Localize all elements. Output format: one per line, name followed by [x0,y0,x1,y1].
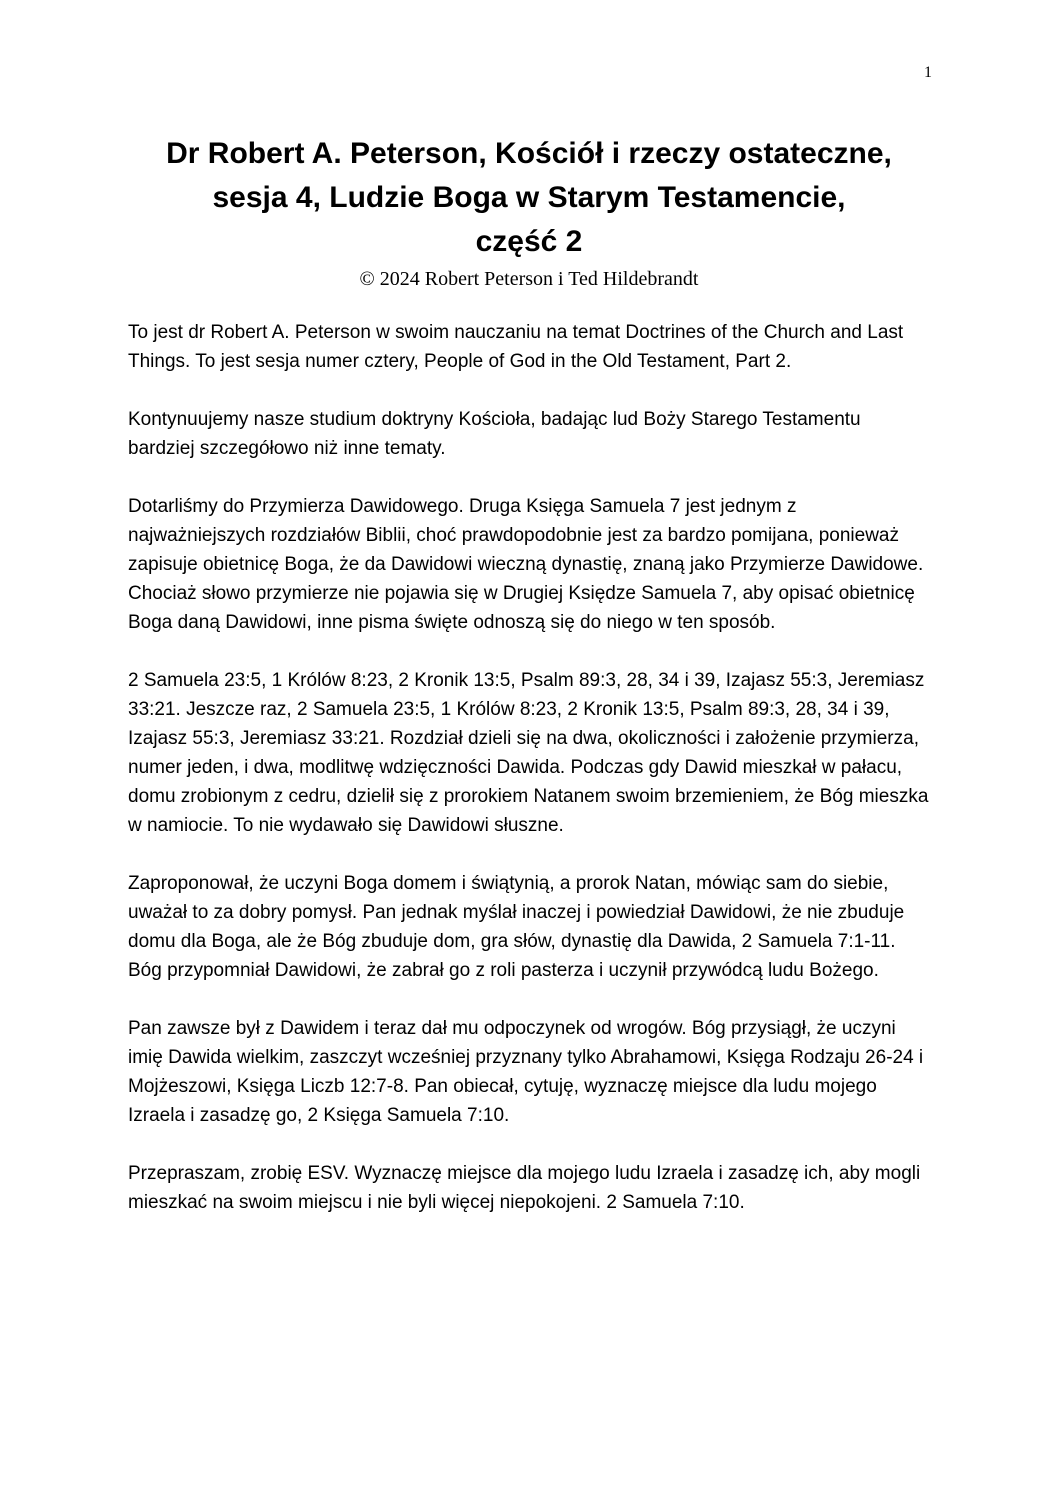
paragraph: Zaproponował, że uczyni Boga domem i świątynią, a prorok Natan, mówiąc sam do siebie, uważał to za dobry pomysł. Pan jednak myślał inaczej i powiedział Dawidowi, że nie zbuduje domu dla Boga, ale że Bóg zbuduje dom, gra słów, dynastię dla Dawida, 2 Samuela 7:1-11. Bóg przypomniał Dawidowi, że zabrał go z roli pasterza i uczynił przywódcą ludu Bożego. [128,873,905,981]
document-header [100,132,958,292]
paragraph: 2 Samuela 23:5, 1 Królów 8:23, 2 Kronik 13:5, Psalm 89:3, 28, 34 i 39, Izajasz 55:3, Jeremiasz 33:21. Jeszcze raz, 2 Samuela 23:5, 1 Królów 8:23, 2 Kronik 13:5, Psalm 89:3, 28, 34 i 39, Izajasz 55:3, Jeremiasz 33:21. Rozdział dzieli się na dwa, okoliczności i założenie przymierza, numer jeden, i dwa, modlitwę wdzięczności Dawida. Podczas gdy Dawid mieszkał w pałacu, domu zrobionym z cedru, dzielił się z prorokiem Natanem swoim brzemieniem, że Bóg mieszka w namiocie. To nie wydawało się Dawidowi słuszne. [128,670,929,836]
document-title-line-3: część 2 [475,225,583,258]
copyright-notice: © 2024 Robert Peterson i Ted Hildebrandt [359,268,699,290]
page-number: 1 [924,64,932,81]
paragraph: Pan zawsze był z Dawidem i teraz dał mu odpoczynek od wrogów. Bóg przysiągł, że uczyni imię Dawida wielkim, zaszczyt wcześniej przyznany tylko Abrahamowi, Księga Rodzaju 26-24 i Mojżeszowi, Księga Liczb 12:7-8. Pan obiecał, cytuję, wyznaczę miejsce dla ludu mojego Izraela i zasadzę go, 2 Księga Samuela 7:10. [128,1018,924,1126]
document-body [128,318,930,1246]
document-title-line-1: Dr Robert A. Peterson, Kościół i rzeczy ostateczne, [166,137,892,170]
document-title-line-2: sesja 4, Ludzie Boga w Starym Testamencie, [212,181,846,214]
paragraph: To jest dr Robert A. Peterson w swoim nauczaniu na temat Doctrines of the Church and Last Things. To jest sesja numer cztery, People of God in the Old Testament, Part 2. [128,322,904,372]
paragraph: Dotarliśmy do Przymierza Dawidowego. Druga Księga Samuela 7 jest jednym z najważniejszych rozdziałów Biblii, choć prawdopodobnie jest za bardzo pomijana, ponieważ zapisuje obietnicę Boga, że da Dawidowi wieczną dynastię, znaną jako Przymierze Dawidowe. Chociaż słowo przymierze nie pojawia się w Drugiej Księdze Samuela 7, aby opisać obietnicę Boga daną Dawidowi, inne pisma święte odnoszą się do niego w ten sposób. [128,496,924,633]
paragraph: Przepraszam, zrobię ESV. Wyznaczę miejsce dla mojego ludu Izraela i zasadzę ich, aby mogli mieszkać na swoim miejscu i nie byli więcej niepokojeni. 2 Samuela 7:10. [128,1163,921,1213]
paragraph: Kontynuujemy nasze studium doktryny Kościoła, badając lud Boży Starego Testamentu bardziej szczegółowo niż inne tematy. [128,409,861,459]
